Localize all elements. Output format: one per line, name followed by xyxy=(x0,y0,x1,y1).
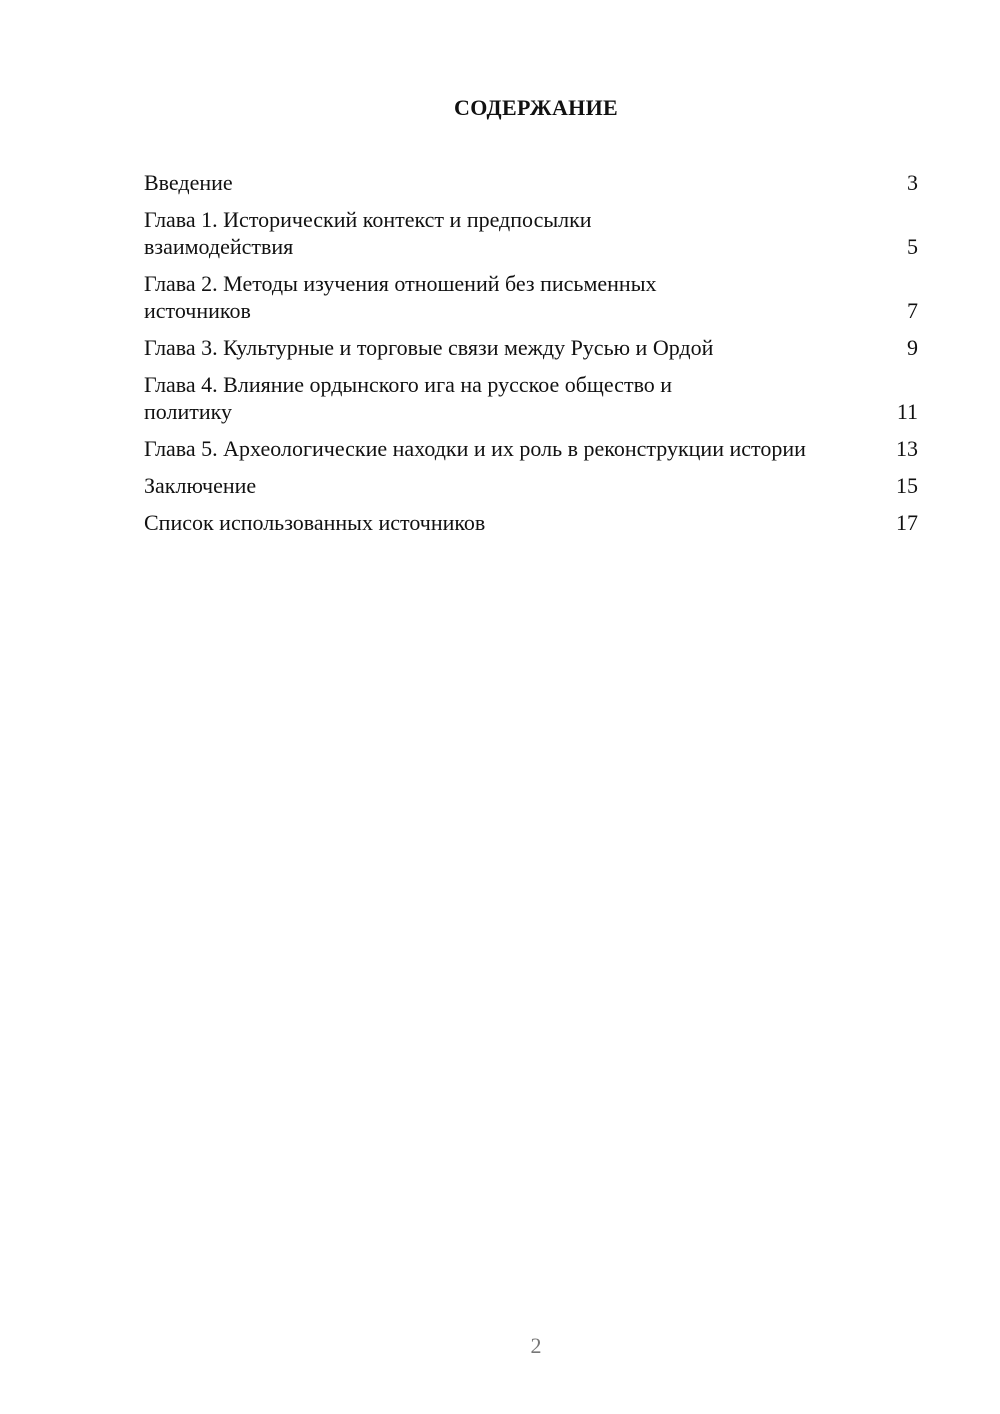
toc-entry-title: Введение xyxy=(144,170,233,195)
toc-entry-conclusion[interactable] xyxy=(144,472,918,499)
table-of-contents xyxy=(144,169,918,546)
toc-entry-chapter-2[interactable] xyxy=(144,270,918,324)
page-number: 2 xyxy=(530,1333,542,1358)
toc-entry-chapter-4[interactable] xyxy=(144,371,918,425)
toc-entry-page: 17 xyxy=(896,510,918,535)
toc-entry-chapter-3[interactable] xyxy=(144,334,918,361)
toc-entry-title: Глава 3. Культурные и торговые связи между Русью и Ордой xyxy=(144,335,714,360)
toc-entry-page: 3 xyxy=(907,170,918,195)
toc-entry-page: 15 xyxy=(896,473,918,498)
toc-entry-title: Глава 4. Влияние ордынского ига на русское общество и политику xyxy=(144,372,673,424)
toc-entry-title: Глава 2. Методы изучения отношений без письменных источников xyxy=(144,271,657,323)
toc-heading: СОДЕРЖАНИЕ xyxy=(454,95,618,120)
toc-entry-title: Заключение xyxy=(144,473,257,498)
toc-entry-page: 5 xyxy=(907,234,918,259)
toc-entry-page: 13 xyxy=(896,436,918,461)
toc-entry-references[interactable] xyxy=(144,509,918,536)
toc-entry-title: Список использованных источников xyxy=(144,510,486,535)
toc-entry-page: 9 xyxy=(907,335,918,360)
toc-entry-introduction[interactable] xyxy=(144,169,918,196)
toc-entry-page: 7 xyxy=(907,298,918,323)
toc-entry-chapter-1[interactable] xyxy=(144,206,918,260)
toc-entry-page: 11 xyxy=(896,399,918,424)
toc-entry-chapter-5[interactable] xyxy=(144,435,918,462)
toc-entry-title: Глава 1. Исторический контекст и предпосылки взаимодействия xyxy=(144,207,592,259)
toc-entry-title: Глава 5. Археологические находки и их роль в реконструкции истории xyxy=(144,436,806,461)
